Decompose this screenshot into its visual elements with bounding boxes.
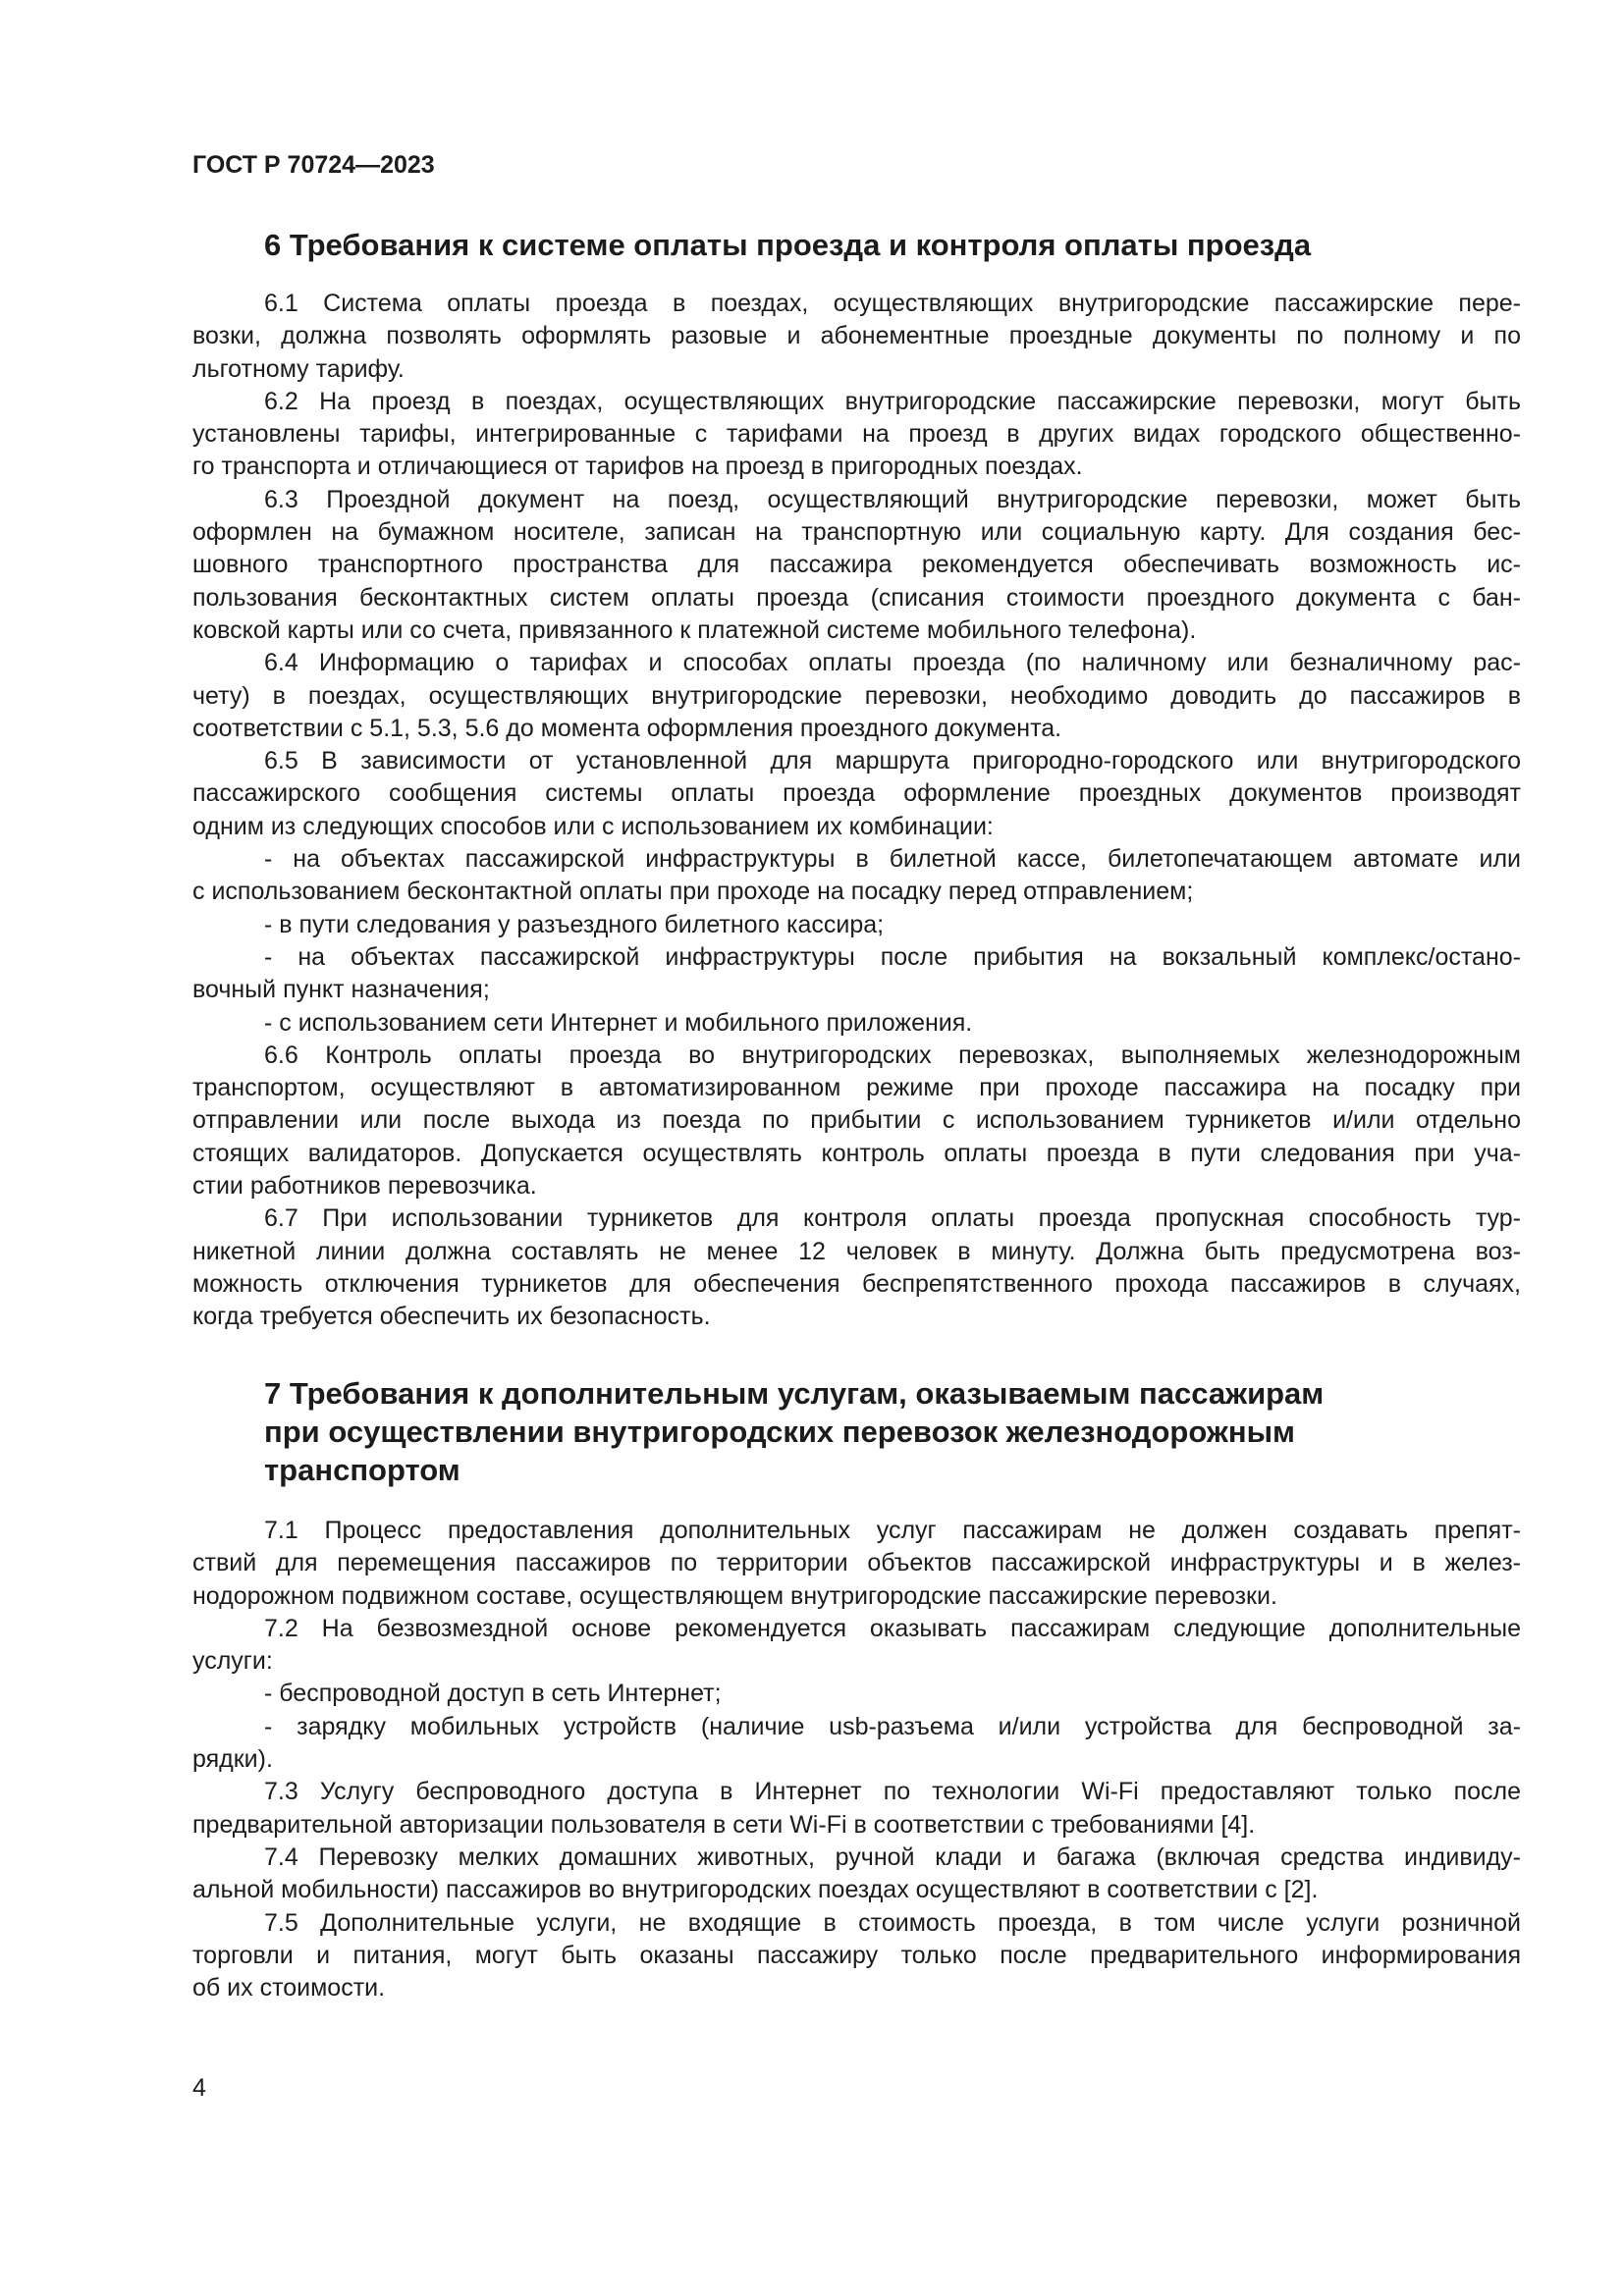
text-line: - на объектах пассажирской инфраструктуры после прибытия на вокзальный комплекс/остано- bbox=[264, 942, 1521, 971]
text-line: - в пути следования у разъездного билетного кассира; bbox=[264, 910, 885, 938]
paragraph bbox=[192, 1776, 1521, 1842]
paragraph bbox=[192, 386, 1521, 484]
text-line: льготному тарифу. bbox=[192, 354, 405, 383]
paragraph bbox=[192, 1613, 1521, 1679]
text-line: стоящих валидаторов. Допускается осуществлять контроль оплаты проезда в пути следования при уча- bbox=[192, 1139, 1521, 1167]
text-line: стии работников перевозчика. bbox=[192, 1172, 537, 1201]
paragraph bbox=[192, 745, 1521, 843]
section-7-heading-line: при осуществлении внутригородских перевозок железнодорожным bbox=[264, 1415, 1295, 1449]
text-line: одним из следующих способов или с использованием их комбинации: bbox=[192, 812, 994, 840]
paragraph bbox=[192, 647, 1521, 745]
section-6-heading: 6 Требования к системе оплаты проезда и контроля оплаты проезда bbox=[264, 228, 1312, 262]
text-line: - зарядку мобильных устройств (наличие usb-разъема и/или устройства для беспроводной за- bbox=[264, 1712, 1521, 1740]
text-line: - беспроводной доступ в сеть Интернет; bbox=[264, 1680, 722, 1708]
text-line: предварительной авторизации пользователя в сети Wi-Fi в соответствии с требованиями [4]. bbox=[192, 1810, 1256, 1839]
text-line: 7.3 Услугу беспроводного доступа в Интернет по технологии Wi-Fi предоставляют только после bbox=[264, 1778, 1521, 1806]
text-line: установлены тарифы, интегрированные с тарифами на проезд в других видах городского общественно- bbox=[192, 420, 1521, 449]
list-item bbox=[192, 909, 1521, 941]
text-line: нодорожном подвижном составе, осуществляющем внутригородские пассажирские перевозки. bbox=[192, 1581, 1277, 1610]
text-line: вочный пункт назначения; bbox=[192, 976, 490, 1004]
list-item bbox=[192, 1007, 1521, 1040]
text-line: альной мобильности) пассажиров во внутригородских поездах осуществляют в соответствии с [2]. bbox=[192, 1876, 1319, 1904]
text-line: рядки). bbox=[192, 1745, 273, 1774]
text-line: пользования бесконтактных систем оплаты проезда (списания стоимости проездного документа с бан- bbox=[192, 583, 1521, 612]
page-number: 4 bbox=[192, 2074, 206, 2102]
text-line: 6.2 На проезд в поездах, осуществляющих внутригородские пассажирские перевозки, могут быть bbox=[264, 387, 1521, 415]
text-line: чету) в поездах, осуществляющих внутригородские перевозки, необходимо доводить до пассажиров в bbox=[192, 681, 1521, 710]
text-line: ствий для перемещения пассажиров по территории объектов пассажирской инфраструктуры и в желез- bbox=[192, 1549, 1521, 1577]
text-line: 7.4 Перевозку мелких домашних животных, ручной клади и багажа (включая средства индивиду- bbox=[264, 1842, 1521, 1871]
text-line: об их стоимости. bbox=[192, 1974, 386, 2002]
paragraph bbox=[192, 484, 1521, 647]
text-line: - на объектах пассажирской инфраструктуры в билетной кассе, билетопечатающем автомате или bbox=[264, 845, 1521, 874]
text-line: го транспорта и отличающиеся от тарифов на проезд в пригородных поездах. bbox=[192, 453, 1083, 481]
text-line: 7.1 Процесс предоставления дополнительных услуг пассажирам не должен создавать препят- bbox=[264, 1517, 1521, 1544]
section-7-heading-line: транспортом bbox=[264, 1453, 460, 1487]
text-line: с использованием бесконтактной оплаты при проходе на посадку перед отправлением; bbox=[192, 878, 1194, 906]
text-line: пассажирского сообщения системы оплаты проезда оформление проездных документов производят bbox=[192, 779, 1521, 808]
paragraph bbox=[192, 1907, 1521, 2005]
text-line: оформлен на бумажном носителе, записан на транспортную или социальную карту. Для создания бес- bbox=[192, 518, 1521, 547]
section-7-heading-line: 7 Требования к дополнительным услугам, оказываемым пассажирам bbox=[264, 1376, 1325, 1411]
text-line: 7.5 Дополнительные услуги, не входящие в стоимость проезда, в том числе услуги розничной bbox=[264, 1908, 1521, 1937]
paragraph bbox=[192, 1202, 1521, 1333]
text-line: торговли и питания, могут быть оказаны пассажиру только после предварительного информирования bbox=[192, 1941, 1521, 1969]
text-line: - с использованием сети Интернет и мобильного приложения. bbox=[264, 1008, 973, 1037]
text-line: 6.3 Проездной документ на поезд, осуществляющий внутригородские перевозки, может быть bbox=[264, 485, 1521, 513]
text-line: никетной линии должна составлять не менее 12 человек в минуту. Должна быть предусмотрена воз- bbox=[192, 1237, 1521, 1265]
text-line: отправлении или после выхода из поезда по прибытии с использованием турникетов и/или отдельно bbox=[192, 1106, 1521, 1135]
text-line: транспортом, осуществляют в автоматизированном режиме при проходе пассажира на посадку при bbox=[192, 1074, 1521, 1102]
text-line: соответствии с 5.1, 5.3, 5.6 до момента оформления проездного документа. bbox=[192, 714, 1062, 742]
section-6-body bbox=[192, 288, 1521, 1334]
paragraph bbox=[192, 1842, 1521, 1907]
text-line: 6.6 Контроль оплаты проезда во внутригородских перевозках, выполняемых железнодорожным bbox=[264, 1041, 1521, 1069]
text-line: 6.5 В зависимости от установленной для маршрута пригородно-городского или внутригородского bbox=[264, 747, 1521, 775]
text-line: возки, должна позволять оформлять разовые и абонементные проездные документы по полному и по bbox=[192, 322, 1521, 350]
text-line: 6.4 Информацию о тарифах и способах оплаты проезда (по наличному или безналичному рас- bbox=[264, 649, 1521, 677]
text-line: можность отключения турникетов для обеспечения беспрепятственного прохода пассажиров в случаях, bbox=[192, 1269, 1521, 1298]
text-line: шовного транспортного пространства для пассажира рекомендуется обеспечивать возможность ис- bbox=[192, 551, 1521, 579]
paragraph bbox=[192, 1040, 1521, 1202]
list-item bbox=[192, 1711, 1521, 1777]
list-item bbox=[192, 1678, 1521, 1710]
list-item bbox=[192, 941, 1521, 1007]
text-line: 6.1 Система оплаты проезда в поездах, осуществляющих внутригородские пассажирские пере- bbox=[264, 290, 1521, 317]
text-line: услуги: bbox=[192, 1647, 273, 1676]
paragraph bbox=[192, 288, 1521, 386]
section-7-heading bbox=[264, 1374, 1324, 1489]
list-item bbox=[192, 843, 1521, 909]
document-code-header: ГОСТ Р 70724—2023 bbox=[192, 151, 435, 179]
section-7-body bbox=[192, 1515, 1521, 2004]
text-line: 7.2 На безвозмездной основе рекомендуется оказывать пассажирам следующие дополнительные bbox=[264, 1614, 1521, 1642]
text-line: когда требуется обеспечить их безопасность. bbox=[192, 1303, 711, 1331]
text-line: ковской карты или со счета, привязанного к платежной системе мобильного телефона). bbox=[192, 615, 1197, 644]
paragraph bbox=[192, 1515, 1521, 1613]
text-line: 6.7 При использовании турникетов для контроля оплаты проезда пропускная способность тур- bbox=[264, 1204, 1521, 1233]
